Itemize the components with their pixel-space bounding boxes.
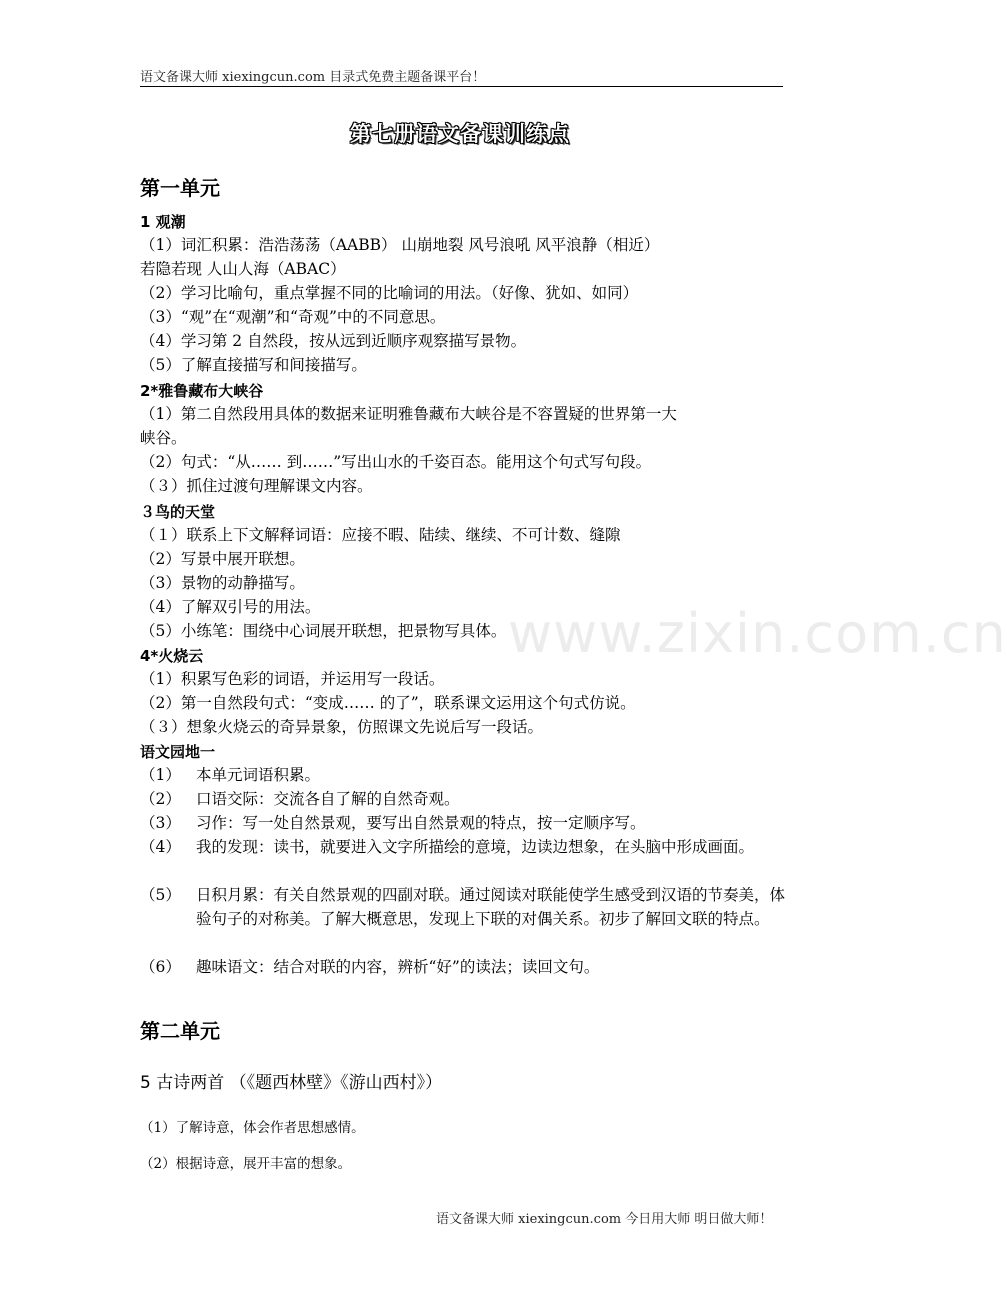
garden-item [140, 787, 785, 811]
garden-item-number: （4） [140, 838, 181, 856]
lesson-title-1: 1 观潮 [140, 213, 186, 231]
header-rule [140, 86, 783, 87]
page-footer: 语文备课大师 xiexingcun.com 今日用大师 明日做大师！ [436, 1212, 773, 1227]
garden-item-text: 我的发现：读书，就要进入文字所描绘的意境，边读边想象，在头脑中形成画面。 [196, 838, 755, 856]
lesson1-line: （4）学习第 2 自然段，按从远到近顺序观察描写景物。 [140, 332, 527, 350]
lesson5-line: （2）根据诗意，展开丰富的想象。 [140, 1156, 352, 1172]
garden-item-text: 趣味语文：结合对联的内容，辨析“好”的读法；读回文句。 [196, 958, 600, 976]
garden-item-text: 日积月累：有关自然景观的四副对联。通过阅读对联能使学生感受到汉语的节奏美，体验句子的对称美。了解大概意思，发现上下联的对偶关系。初步了解回文联的特点。 [196, 886, 786, 928]
unit-heading-1: 第一单元 [140, 176, 220, 200]
garden-title: 语文园地一 [140, 743, 216, 761]
lesson4-line: （2）第一自然段句式：“变成…… 的了”，联系课文运用这个句式仿说。 [140, 694, 636, 712]
lesson1-line: 若隐若现 人山人海（ABAC） [140, 260, 346, 278]
garden-item [140, 883, 785, 931]
lesson3-line: （2）写景中展开联想。 [140, 550, 305, 568]
garden-item [140, 811, 785, 835]
lesson3-line: （4）了解双引号的用法。 [140, 598, 321, 616]
lesson-title-5: 5 古诗两首 （《题西林壁》《游山西村》） [140, 1073, 443, 1093]
lesson3-line: （3）景物的动静描写。 [140, 574, 305, 592]
garden-item-number: （3） [140, 814, 181, 832]
lesson-title-2: 2*雅鲁藏布大峡谷 [140, 382, 264, 400]
lesson1-line: （5）了解直接描写和间接描写。 [140, 356, 367, 374]
lesson1-line: （3）“观”在“观潮”和“奇观”中的不同意思。 [140, 308, 446, 326]
garden-item-text: 习作：写一处自然景观，要写出自然景观的特点，按一定顺序写。 [196, 814, 646, 832]
lesson4-line: （３）想象火烧云的奇异景象，仿照课文先说后写一段话。 [140, 718, 544, 736]
garden-item-text: 口语交际：交流各自了解的自然奇观。 [196, 790, 460, 808]
page-header: 语文备课大师 xiexingcun.com 目录式免费主题备课平台！ [140, 70, 486, 85]
garden-item-number: （6） [140, 958, 181, 976]
garden-item [140, 763, 785, 787]
unit-heading-2: 第二单元 [140, 1019, 220, 1043]
garden-item [140, 955, 785, 979]
garden-item-number: （5） [140, 886, 181, 904]
lesson2-line: （2）句式：“从…… 到……”写出山水的千姿百态。能用这个句式写句段。 [140, 453, 652, 471]
lesson-title-3: ３鸟的天堂 [140, 503, 216, 521]
document-title: 第七册语文备课训练点 [350, 122, 570, 146]
garden-item [140, 835, 785, 859]
lesson3-line: （5）小练笔：围绕中心词展开联想，把景物写具体。 [140, 622, 507, 640]
lesson1-line: （1）词汇积累：浩浩荡荡（AABB） 山崩地裂 风号浪吼 风平浪静（相近） [140, 236, 660, 254]
garden-item-number: （2） [140, 790, 181, 808]
lesson-title-4: 4*火烧云 [140, 647, 204, 665]
lesson2-line: 峡谷。 [140, 429, 187, 447]
watermark: www.zixin.com.cn [508, 602, 1007, 665]
lesson2-line: （1）第二自然段用具体的数据来证明雅鲁藏布大峡谷是不容置疑的世界第一大 [140, 405, 677, 423]
lesson1-line: （2）学习比喻句，重点掌握不同的比喻词的用法。（好像、犹如、如同） [140, 284, 639, 302]
garden-item-text: 本单元词语积累。 [196, 766, 321, 784]
lesson4-line: （1）积累写色彩的词语，并运用写一段话。 [140, 670, 445, 688]
lesson3-line: （１）联系上下文解释词语：应接不暇、陆续、继续、不可计数、缝隙 [140, 526, 621, 544]
lesson2-line: （３）抓住过渡句理解课文内容。 [140, 477, 373, 495]
lesson5-line: （1）了解诗意，体会作者思想感情。 [140, 1120, 365, 1136]
garden-item-number: （1） [140, 766, 181, 784]
